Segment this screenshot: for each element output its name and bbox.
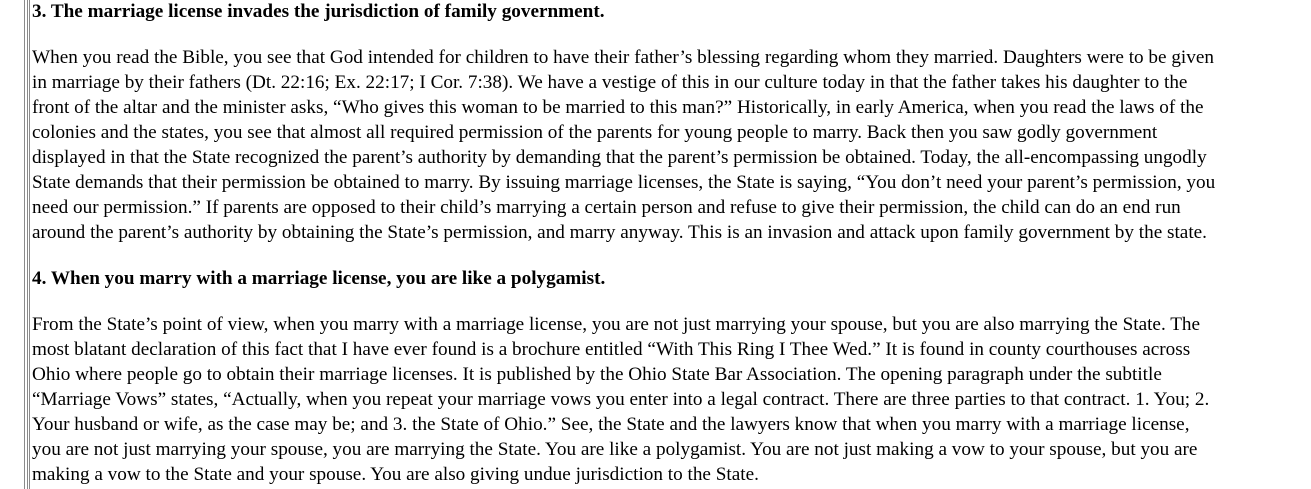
- section-heading: 3. The marriage license invades the jurisdiction of family government.: [32, 1, 605, 22]
- left-border-rule: [27, 0, 28, 489]
- paragraph-line: “Marriage Vows” states, “Actually, when you repeat your marriage vows you enter into a legal contract. There are three parties to that contract. 1. You; 2.: [32, 389, 1210, 410]
- paragraph-line: making a vow to the State and your spouse. You are also giving undue jurisdiction to the State.: [32, 464, 759, 485]
- paragraph-line: in marriage by their fathers (Dt. 22:16; Ex. 22:17; I Cor. 7:38). We have a vestige of this in our culture today in that the father takes his daughter to the: [32, 72, 1188, 93]
- paragraph-line: around the parent’s authority by obtaining the State’s permission, and marry anyway. This is an invasion and attack upon family government by the state.: [32, 222, 1207, 243]
- paragraph-line: displayed in that the State recognized the parent’s authority by demanding that the parent’s permission be obtained. Today, the all-encompassing ungodly: [32, 147, 1207, 168]
- paragraph-line: need our permission.” If parents are opposed to their child’s marrying a certain person and refuse to give their permission, the child can do an end run: [32, 197, 1181, 218]
- paragraph-line: Your husband or wife, as the case may be; and 3. the State of Ohio.” See, the State and the lawyers know that when you marry with a marriage license,: [32, 414, 1190, 435]
- paragraph-line: From the State’s point of view, when you marry with a marriage license, you are not just marrying your spouse, but you are also marrying the State. The: [32, 314, 1201, 335]
- paragraph: [32, 312, 1311, 487]
- article-body: [32, 0, 1311, 487]
- section-heading: 4. When you marry with a marriage license, you are like a polygamist.: [32, 268, 606, 289]
- left-border-rule: [24, 0, 25, 489]
- paragraph-line: State demands that their permission be obtained to marry. By issuing marriage licenses, the State is saying, “You don’t need your parent’s permission, you: [32, 172, 1216, 193]
- paragraph-line: Ohio where people go to obtain their marriage licenses. It is published by the Ohio State Bar Association. The opening paragraph under the subtitle: [32, 364, 1162, 385]
- paragraph-line: front of the altar and the minister asks, “Who gives this woman to be married to this man?” Historically, in early America, when you read the laws of the: [32, 97, 1204, 118]
- left-border-rule: [29, 0, 30, 489]
- spacer: [32, 291, 1311, 312]
- paragraph-line: colonies and the states, you see that almost all required permission of the parents for young people to marry. Back then you saw godly government: [32, 122, 1158, 143]
- paragraph: [32, 45, 1311, 245]
- spacer: [32, 24, 1311, 45]
- paragraph-line: most blatant declaration of this fact that I have ever found is a brochure entitled “With This Ring I Thee Wed.” It is found in county courthouses across: [32, 339, 1191, 360]
- spacer: [32, 245, 1311, 266]
- paragraph-line: you are not just marrying your spouse, you are marrying the State. You are like a polygamist. You are not just making a vow to your spouse, but you are: [32, 439, 1198, 460]
- paragraph-line: When you read the Bible, you see that God intended for children to have their father’s blessing regarding whom they married. Daughters were to be given: [32, 47, 1214, 68]
